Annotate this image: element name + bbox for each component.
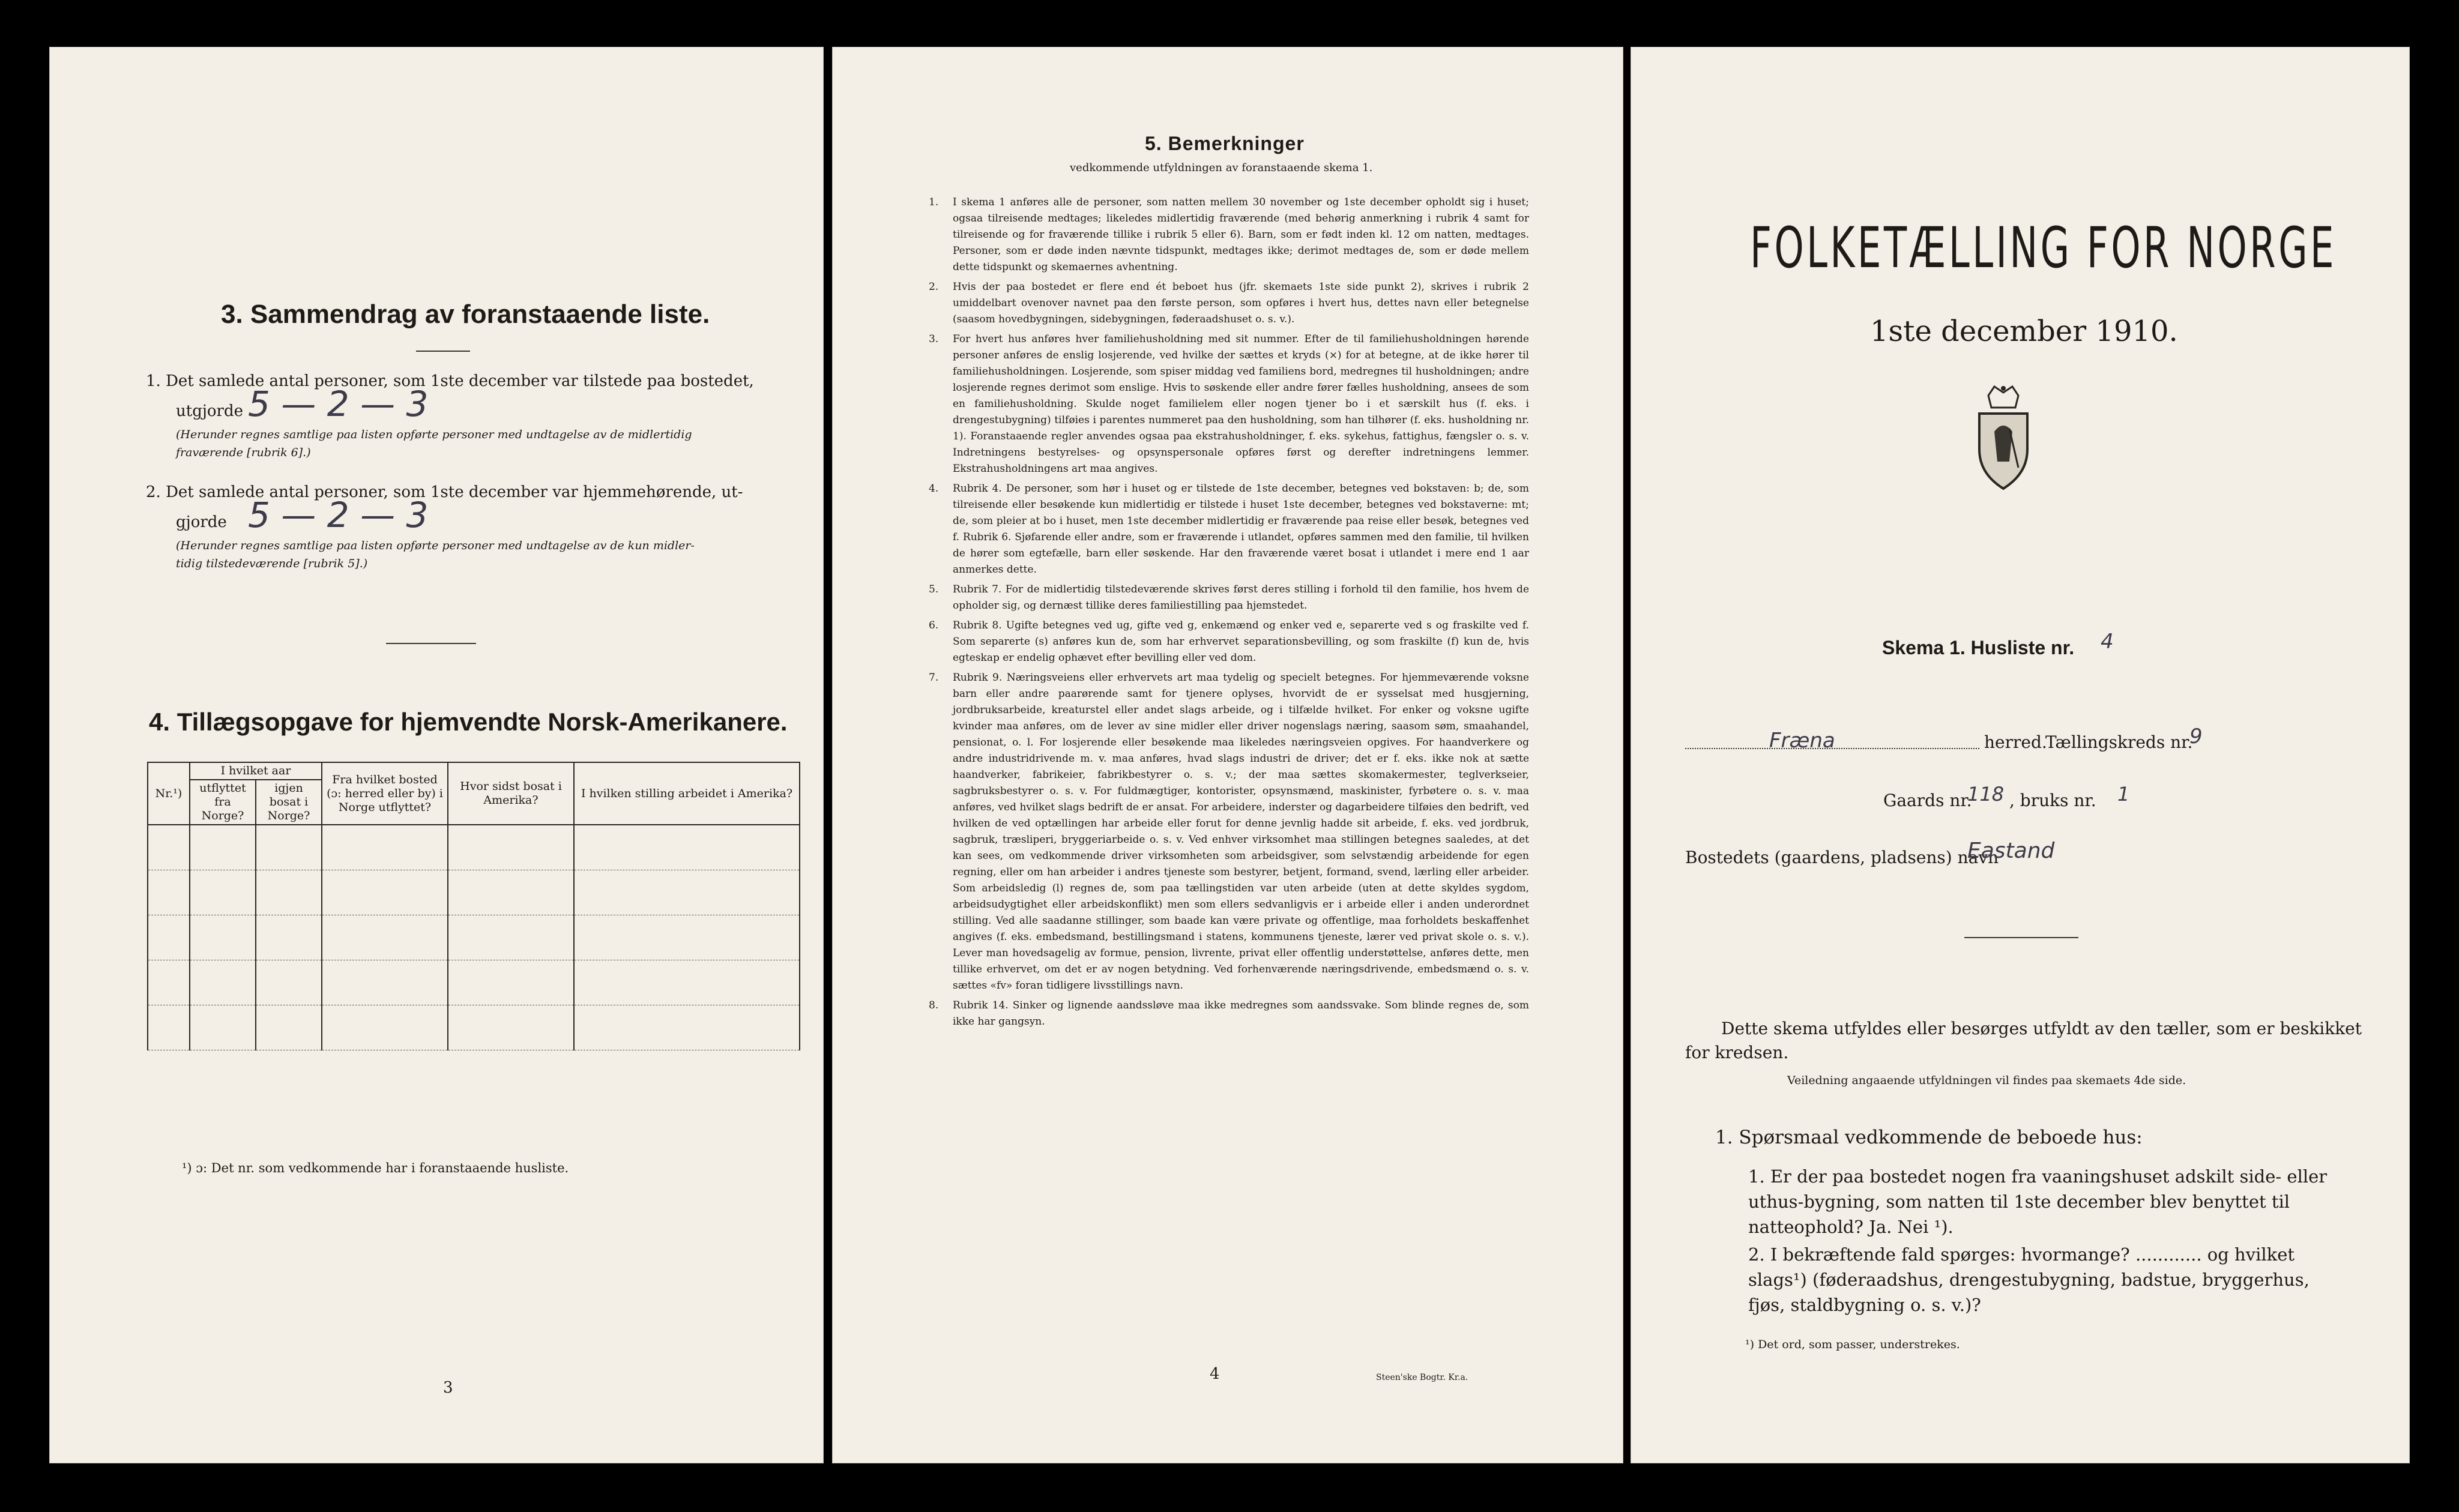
list-item: 5. Rubrik 7. For de midlertidig tilstedeværende skrives først deres stilling i forhold til den familie, hos hvem de opholder sig, og dernæst tillike deres familiestilling paa hjemstedet. — [929, 583, 1529, 612]
page-4 — [832, 47, 1623, 1463]
instruction-note: Veiledning angaaende utfyldningen vil findes paa skemaets 4de side. — [1787, 1074, 2186, 1087]
bemerkninger-subtitle: vedkommende utfyldningen av foranstaaende skema 1. — [1070, 161, 1373, 174]
col-fra: Fra hvilket bosted (ɔ: herred eller by) i Norge utflyttet? — [322, 762, 448, 825]
herred-value: Fræna — [1769, 729, 1835, 753]
item1-note: (Herunder regnes samtlige paa listen opførte personer med undtagelse av de midlertidig — [176, 428, 692, 441]
skema-label: Skema 1. Husliste nr. — [1882, 637, 2075, 658]
bruks-label: , bruks nr. — [2009, 791, 2096, 810]
item2-prefix: gjorde — [176, 513, 227, 531]
norway-coat-of-arms-icon — [1967, 384, 2039, 492]
gaards-label: Gaards nr. — [1883, 791, 1972, 810]
col-utflyttet: utflyttet fra Norge? — [190, 780, 256, 825]
list-item: 8. Rubrik 14. Sinker og lignende aandssløve maa ikke medregnes som aandssvake. Som blinde regnes de, som ikke har gangsyn. — [929, 999, 1529, 1028]
item2-note: (Herunder regnes samtlige paa listen opførte personer med undtagelse av de kun midler- — [176, 539, 695, 552]
question-2: 2. I bekræftende fald spørges: hvormange? ............ og hvilket slags¹) (føderaadshus, drengestubygning, badstue, bryggerhus, fjøs, staldbygning o. s. v.)? — [1748, 1244, 2310, 1315]
item1-value: 5 — 2 — 3 — [248, 384, 429, 424]
col-nr: Nr.¹) — [148, 762, 190, 825]
list-item: 1. I skema 1 anføres alle de personer, som natten mellem 30 november og 1ste december opholdt sig i huset; ogsaa tilreisende medtages; likeledes midlertidig fraværende (med behørig anmerkning i rubrik 4 samt for tilreisende og for fraværende tillike i rubrik 5 eller 6). Barn, som er født inden kl. 12 om natten, medtages. Personer, som er døde inden nævnte tidspunkt, medtages ikke; derimot medtages de, som er døde mellem dette tidspunkt og skemaernes avhentning. — [929, 196, 1529, 273]
norsk-amerikanere-table — [147, 762, 800, 1050]
section-4-title: 4. Tillægsopgave for hjemvendte Norsk-Amerikanere. — [149, 708, 788, 736]
bosted-label: Bostedets (gaardens, pladsens) navn — [1685, 848, 1999, 867]
page-3 — [49, 47, 824, 1463]
divider — [386, 643, 476, 644]
bemerkninger-title: 5. Bemerkninger — [1145, 133, 1305, 154]
divider — [1964, 937, 2078, 938]
husliste-nr: 4 — [2101, 630, 2114, 654]
item1-prefix: utgjorde — [176, 402, 244, 420]
list-item: 6. Rubrik 8. Ugifte betegnes ved ug, gifte ved g, enkemænd og enker ved e, separerte ved s og fraskilte ved f. Som separerte (s) anføres kun de, som har erhvervet separationsbevilling, og som fraskilte (f) kun de, hvis egteskap er endelig ophævet efter bevilling eller ved dom. — [929, 619, 1529, 664]
footnote: ¹) Det ord, som passer, understrekes. — [1745, 1338, 1960, 1351]
kreds-value: 9 — [2189, 724, 2203, 748]
table-row — [148, 915, 800, 960]
table-row — [148, 1005, 800, 1050]
item1-line: 1. Det samlede antal personer, som 1ste december var tilstede paa bostedet, — [146, 372, 754, 390]
herred-label: herred. — [1984, 732, 2047, 752]
section-3-title: 3. Sammendrag av foranstaaende liste. — [221, 300, 710, 329]
bosted-value: Eastand — [1967, 839, 2055, 863]
col-igjen: igjen bosat i Norge? — [256, 780, 322, 825]
list-item: 4. Rubrik 4. De personer, som hør i huset og er tilstede de 1ste december, betegnes ved bokstaven: b; de, som tilreisende eller besøkende kun midlertidig er tilstede i huset 1ste december, betegnes ved bokstaverne: mt; de, som pleier at bo i huset, men 1ste december midlertidig er fraværende paa reise eller besøk, betegnes ved f. Rubrik 6. Sjøfarende eller andre, som er fraværende i utlandet, opføres sammen med den familie, til hvilken de hører som egtefælle, barn eller søskende. Har den fraværende været bosat i utlandet i mere end 1 aar anmerkes dette. — [929, 483, 1529, 576]
item2-value: 5 — 2 — 3 — [248, 495, 429, 535]
front-page — [1631, 47, 2410, 1463]
col-hvor: Hvor sidst bosat i Amerika? — [448, 762, 574, 825]
col-stilling: I hvilken stilling arbeidet i Amerika? — [574, 762, 800, 825]
page-number: 3 — [443, 1379, 453, 1397]
col-group-aar: I hvilket aar — [190, 762, 322, 780]
list-item: 3. For hvert hus anføres hver familiehusholdning med sit nummer. Efter de til familiehusholdningen hørende personer anføres de enslig losjerende, ved hvilke der sættes et kryds (×) for at betegne, at de ikke hører til familiehusholdningen. Losjerende, som spiser middag ved familiens bord, medregnes til husholdningen; andre losjerende regnes derimot som enslige. Hvis to søskende eller andre fører fælles husholdning, ansees de som en familiehusholdning. Skulde noget familielem eller nogen tjener bo i et særskilt hus (f. eks. i drengestubygning) tilføies i parentes nummeret paa den husholdning, som han tilhører (f. eks. husholdning nr. 1). Foranstaaende regler anvendes ogsaa paa ekstrahusholdninger, f. eks. sykehus, fattighus, fængsler o. s. v. Indretningens bestyrelses- og opsynspersonale opføres først og derefter indretningens lemmer. Ekstrahusholdningens art maa angives. — [929, 333, 1529, 475]
questions-title: 1. Spørsmaal vedkommende de beboede hus: — [1715, 1127, 2143, 1148]
item2-line: 2. Det samlede antal personer, som 1ste december var hjemmehørende, ut- — [146, 483, 743, 501]
bruks-value: 1 — [2117, 783, 2130, 806]
bemerkninger-list — [929, 194, 1529, 1034]
table-row — [148, 825, 800, 870]
gaards-value: 118 — [1967, 783, 2005, 806]
kreds-label: Tællingskreds nr. — [2045, 732, 2193, 752]
item2-note2: tidig tilstedeværende [rubrik 5].) — [176, 557, 368, 570]
page-number: 4 — [1210, 1365, 1220, 1383]
instruction-text: Dette skema utfyldes eller besørges utfyldt av den tæller, som er beskikket for kredsen. — [1685, 1019, 2362, 1062]
table-row — [148, 960, 800, 1005]
list-item: 7. Rubrik 9. Næringsveiens eller erhvervets art maa tydelig og specielt betegnes. For hjemmeværende voksne barn eller andre paarørende samt for tjenere oplyses, hvorvidt de er sysselsat med husgjerning, jordbruksarbeide, kreaturstel eller andet slags arbeide, og i tilfælde hvilket. For enker og voksne ugifte kvinder maa anføres, om de lever av sine midler eller driver nogenslags næring, saasom søm, smaahandel, pensionat, o. l. For losjerende eller besøkende maa likeledes næringsveien opgives. For haandverkere og andre industridrivende m. v. maa anføres, hvad slags industri de driver; det er f. eks. ikke nok at sætte haandverker, fabrikeier, fabrikbestyrer o. s. v.; der maa sættes skomakermester, teglverkseier, sagbruksbestyrer o. s. v. For fuldmægtiger, kontorister, opsynsmænd, maskinister, fyrbøtere o. s. v. maa anføres, ved hvilket slags bedrift de er ansat. For arbeidere, inderster og dagarbeidere tilføies den bedrift, ved hvilken de ved optællingen har arbeide eller forut for denne jevnlig hadde sit arbeide, f. eks. ved jordbruk, sagbruk, træsliperi, bryggeriarbeide o. s. v. Ved enhver virksomhet maa stillingen betegnes saaledes, at det kan sees, om vedkommende driver virksomheten som arbeidsgiver, som selvstændig arbeidende for egen regning, eller om han arbeider i andres tjeneste som bestyrer, betjent, formand, svend, lærling eller arbeider. Som arbeidsledig (l) regnes de, som paa tællingstiden var uten arbeide (uten at dette skyldes sygdom, arbeidsudygtighet eller arbeidskonflikt) men som ellers sedvanligvis er i arbeide eller i anden underordnet stilling. Ved alle saadanne stillinger, som baade kan være private og offentlige, maa forholdets beskaffenhet angives (f. eks. embedsmand, bestillingsmand i statens, kommunens tjeneste, lærer ved privat skole o. s. v.). Lever man hovedsagelig av formue, pension, livrente, privat eller offentlig understøttelse, anføres dette, men tillike erhvervet, om det er av nogen betydning. Ved forhenværende næringsdrivende, embedsmænd o. s. v. sættes «fv» foran tidligere livsstillings navn. — [929, 672, 1529, 992]
printer-mark: Steen'ske Bogtr. Kr.a. — [1376, 1373, 1468, 1382]
list-item: 2. Hvis der paa bostedet er flere end ét beboet hus (jfr. skemaets 1ste side punkt 2), skrives i rubrik 2 umiddelbart ovenover navnet paa den første person, som opføres i hvert hus, dettes navn eller betegnelse (saasom hovedbygningen, sidebygningen, føderaadshuset o. s. v.). — [929, 281, 1529, 325]
table-row — [148, 870, 800, 915]
table-footnote: ¹) ɔ: Det nr. som vedkommende har i foranstaaende husliste. — [182, 1161, 569, 1175]
divider — [416, 351, 470, 352]
census-date: 1ste december 1910. — [1870, 315, 2178, 348]
item1-note2: fraværende [rubrik 6].) — [176, 446, 311, 459]
page-title: FOLKETÆLLING FOR NORGE — [1750, 215, 2337, 281]
question-1: 1. Er der paa bostedet nogen fra vaaningshuset adskilt side- eller uthus-bygning, som natten til 1ste december blev benyttet til natteophold? Ja. Nei ¹). — [1748, 1166, 2328, 1237]
